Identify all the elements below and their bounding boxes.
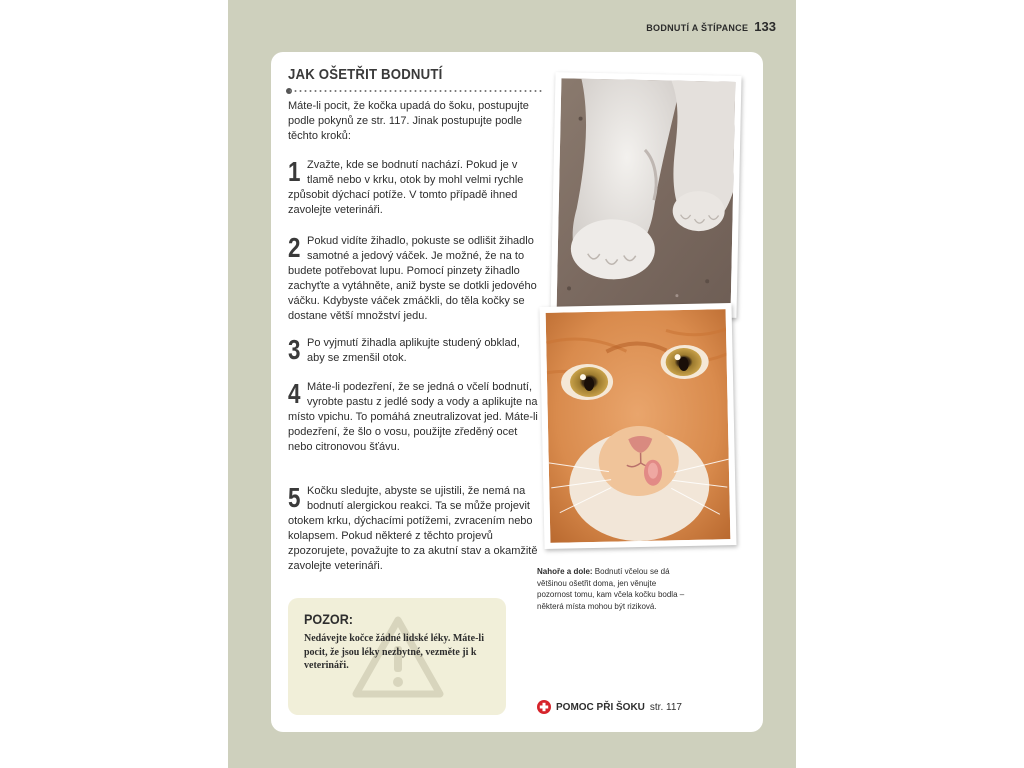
step-number: 1 xyxy=(288,156,301,187)
warning-box xyxy=(288,598,506,715)
step-number: 3 xyxy=(288,334,301,365)
warning-text: Nedávejte kočce žádné lidské léky. Máte-li pocit, že jsou léky nezbytné, vezměte ji k veterináři. xyxy=(304,633,484,671)
step-text: Zvažte, kde se bodnutí nachází. Pokud je v tlamě nebo v krku, otok by mohl velmi rychle způsobit dýchací potíže. V tomto případě ihned zavolejte veterináři. xyxy=(288,159,524,216)
step-text: Pokud vidíte žihadlo, pokuste se odlišit žihadlo samotné a jedový váček. Je možné, že na to budete potřebovat lupu. Pomocí pinzety žihadlo zachyťte a vytáhněte, aniž byste se dotkli jedového váčku. Kdybyste váček zmáčkli, do těla kočky se dostane větší množství jedu. xyxy=(288,235,537,322)
step-text: Po vyjmutí žihadla aplikujte studený obklad, aby se zmenšil otok. xyxy=(307,337,520,364)
step-number: 5 xyxy=(288,482,301,513)
step-3 xyxy=(288,336,538,366)
cat-paws-image xyxy=(557,78,736,312)
photo-caption xyxy=(537,566,693,612)
cross-reference[interactable] xyxy=(537,700,682,714)
intro-text: Máte-li pocit, že kočka upadá do šoku, postupujte podle pokynů ze str. 117. Jinak postupujte podle těchto kroků: xyxy=(288,100,529,142)
section-title: JAK OŠETŘIT BODNUTÍ xyxy=(288,66,443,83)
photo-cat-paws xyxy=(550,72,741,318)
step-1 xyxy=(288,158,538,218)
caption-text: Bodnutí včelou se dá většinou ošetřit doma, jen věnujte pozornost tomu, kam včela kočku bodla – některá místa mohou být riziková. xyxy=(537,567,685,611)
warning-title: POZOR: xyxy=(304,611,354,627)
running-head xyxy=(646,19,776,34)
step-5 xyxy=(288,484,538,574)
step-2 xyxy=(288,234,538,324)
red-cross-icon xyxy=(537,700,551,714)
step-number: 4 xyxy=(288,378,301,409)
chapter-title: BODNUTÍ A ŠTÍPANCE xyxy=(646,23,749,33)
dotted-rule xyxy=(288,90,544,92)
step-text: Máte-li podezření, že se jedná o včelí bodnutí, vyrobte pastu z jedlé sody a vody a aplikujte na místo vpichu. To pomáhá zneutralizovat jed. Máte-li podezření, že šlo o vosu, použijte zředěný ocet nebo citronovou šťávu. xyxy=(288,381,538,453)
crossref-label[interactable]: POMOC PŘI ŠOKU xyxy=(556,701,645,713)
step-number: 2 xyxy=(288,232,301,263)
caption-lead: Nahoře a dole: xyxy=(537,567,593,576)
book-page xyxy=(228,0,796,768)
step-text: Kočku sledujte, abyste se ujistili, že nemá na bodnutí alergickou reakci. Ta se může projevit otokem krku, dýchacími potížemi, zvracením nebo kolapsem. Pokud některé z těchto projevů zpozorujete, považujte to za akutní stav a okamžitě zavolejte veterináři. xyxy=(288,485,538,572)
cat-face-image xyxy=(546,309,731,543)
crossref-page: str. 117 xyxy=(649,701,682,713)
step-4 xyxy=(288,380,538,455)
page-number: 133 xyxy=(754,19,776,34)
photo-cat-face xyxy=(539,303,736,549)
content-card xyxy=(271,52,763,732)
